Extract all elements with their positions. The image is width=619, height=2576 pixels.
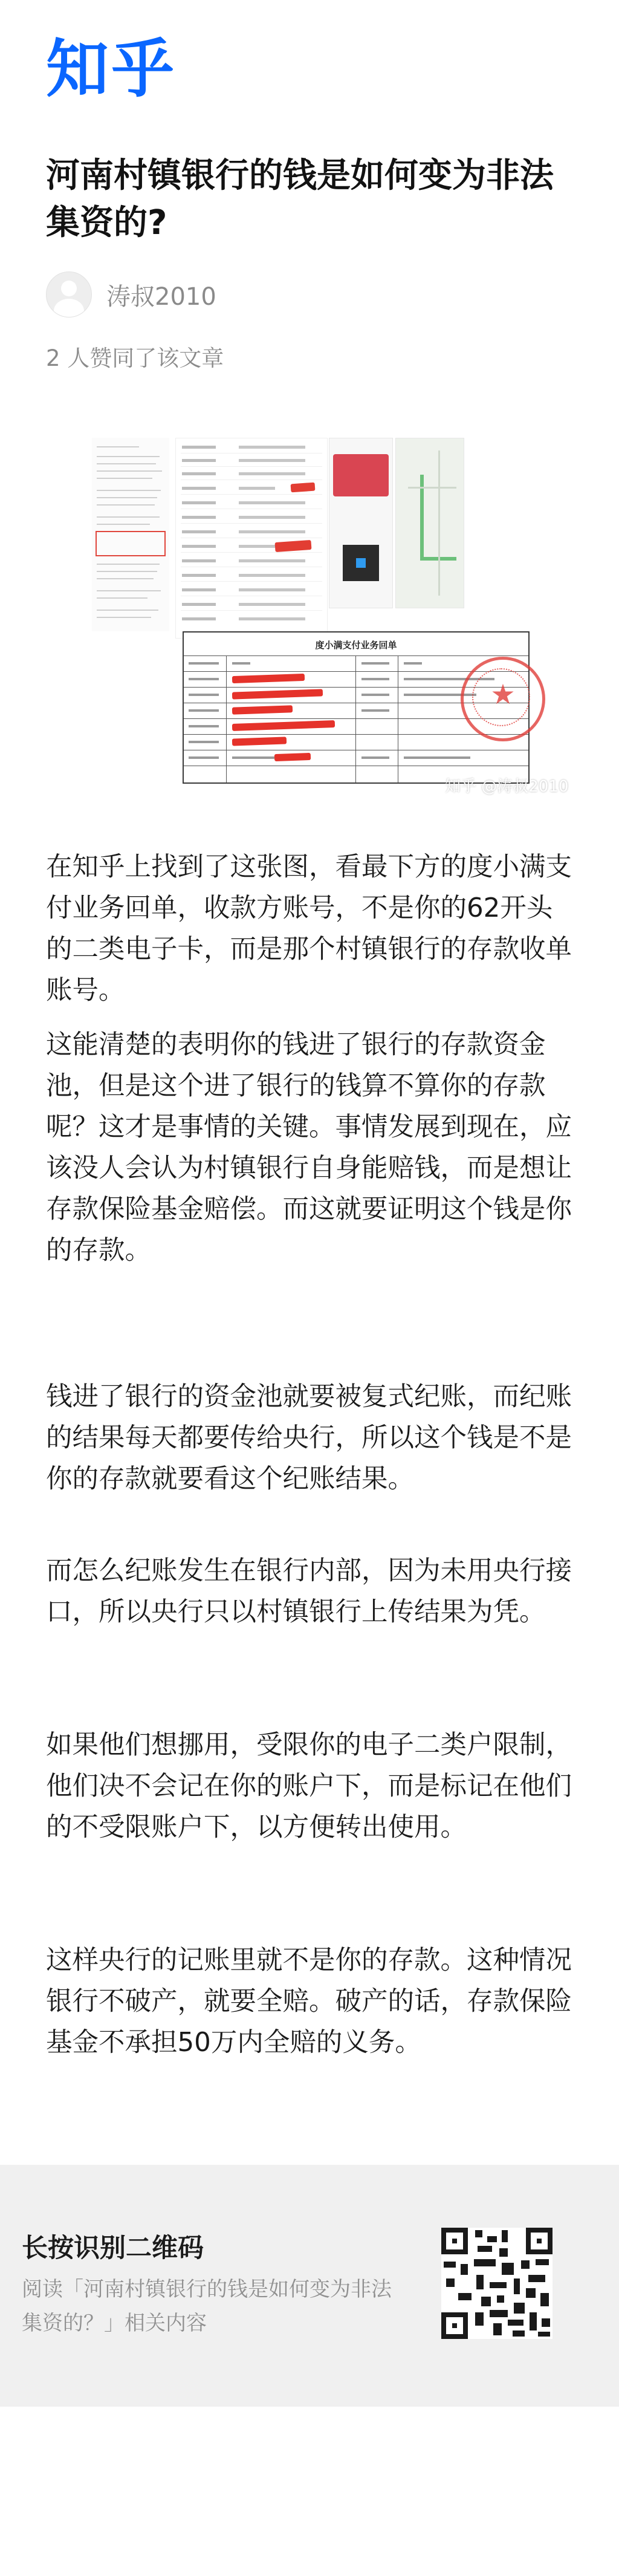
article-title: 河南村镇银行的钱是如何变为非法集资的? (46, 156, 554, 242)
document-scan-thumbnail (92, 438, 169, 631)
likes-count: 2 人赞同了该文章 (46, 345, 224, 371)
author-avatar[interactable] (46, 272, 92, 317)
avatar-body-shape (54, 299, 84, 317)
author-name[interactable]: 涛叔2010 (106, 282, 216, 311)
qr-code-footer (0, 2165, 619, 2407)
official-red-stamp: ★ (461, 657, 545, 741)
highlight-box (96, 531, 166, 556)
author-row[interactable] (46, 270, 216, 319)
article-paragraph: 如果他们想挪用，受限你的电子二类户限制，他们决不会记在你的账户下，而是标记在他们的不受限账户下，以方便转出使用。 (46, 1730, 572, 1843)
article-image[interactable] (92, 438, 569, 801)
map-screenshot (395, 438, 464, 608)
qr-footer-title: 长按识别二维码 (22, 2233, 204, 2263)
qr-code-icon (343, 545, 379, 581)
zhihu-logo: 知乎 (46, 32, 177, 106)
article-paragraph: 这样央行的记账里就不是你的存款。这种情况银行不破产，就要全赔。破产的话，存款保险基金不承担50万内全赔的义务。 (46, 1945, 572, 2058)
article-paragraph: 而怎么纪账发生在银行内部，因为未用央行接口，所以央行只以村镇银行上传结果为凭。 (46, 1556, 572, 1627)
article-paragraph: 钱进了银行的资金池就要被复式纪账，而纪账的结果每天都要传给央行，所以这个钱是不是你的存款就要看这个纪账结果。 (46, 1382, 572, 1494)
transfer-details-form (175, 438, 328, 639)
avatar-head-shape (61, 281, 77, 296)
phone-screenshot (329, 438, 393, 608)
payment-receipt (183, 631, 530, 784)
image-watermark: 知乎 @涛叔2010 (445, 778, 569, 796)
receipt-title: 度小满支付业务回单 (315, 640, 397, 651)
qr-footer-description: 阅读「河南村镇银行的钱是如何变为非法集资的？」相关内容 (22, 2277, 392, 2335)
article-paragraph: 这能清楚的表明你的钱进了银行的存款资金池，但是这个进了银行的钱算不算你的存款呢？这才是事情的关键。事情发展到现在，应该没人会认为村镇银行自身能赔钱，而是想让存款保险基金赔偿。而这就要证明这个钱是你的存款。 (46, 1030, 572, 1266)
article-paragraph: 在知乎上找到了这张图，看最下方的度小满支付业务回单，收款方账号，不是你的62开头的二类电子卡，而是那个村镇银行的存款收单账号。 (46, 852, 572, 1006)
product-photo (333, 454, 389, 496)
qr-code-icon[interactable] (441, 2228, 553, 2339)
